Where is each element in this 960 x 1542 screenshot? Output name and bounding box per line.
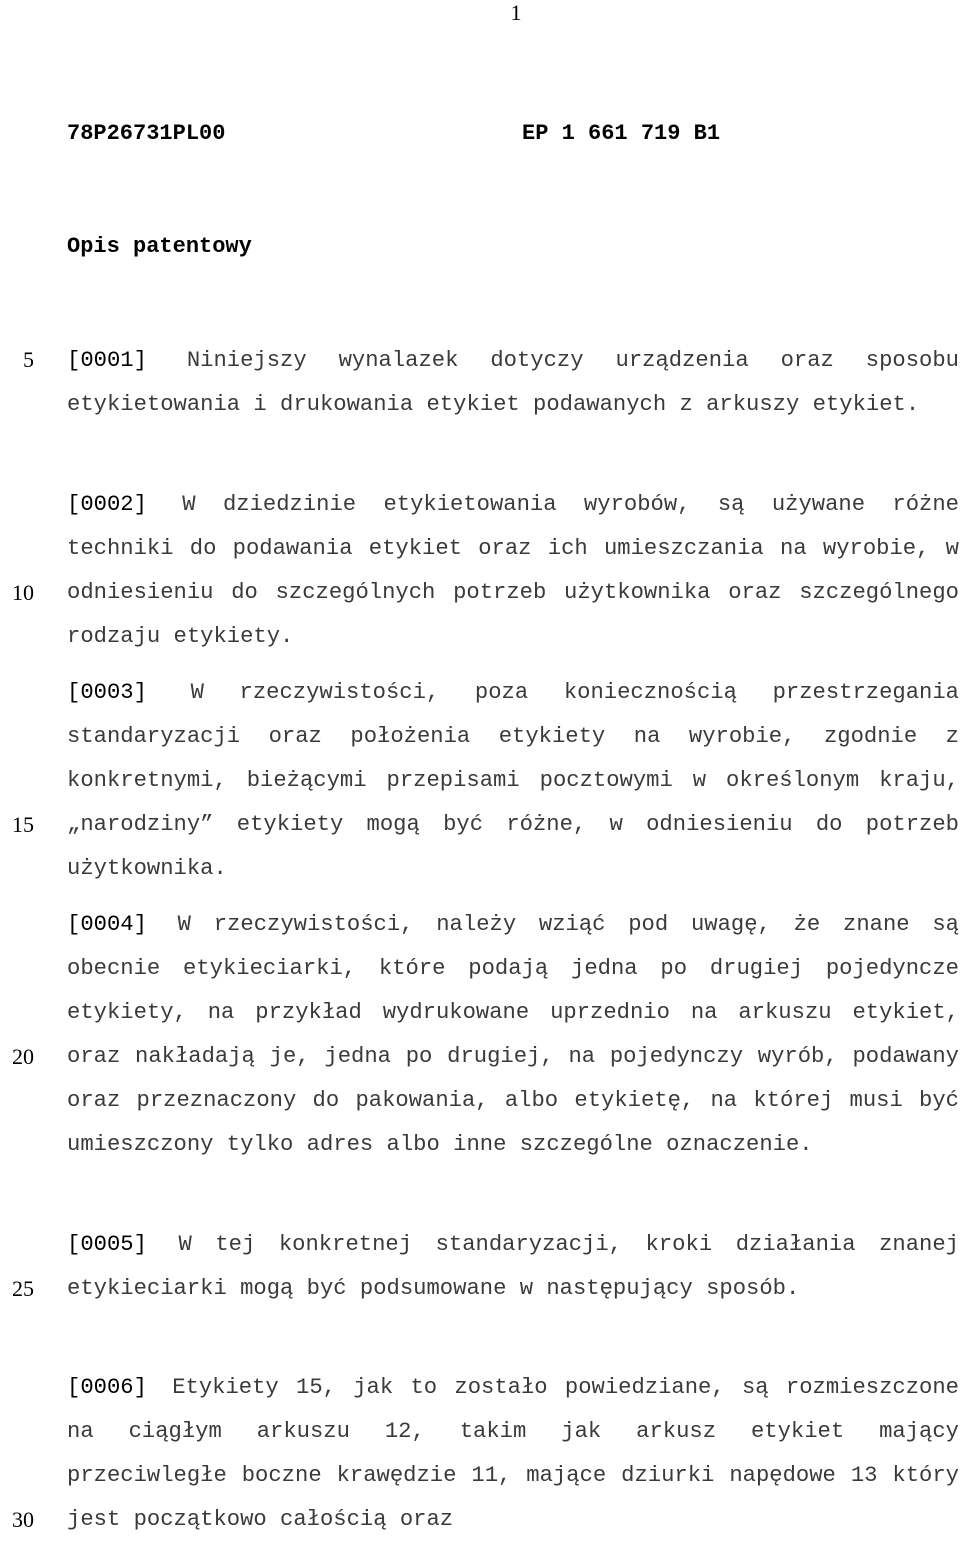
paragraph-text: W dziedzinie etykietowania wyrobów, są używane różne techniki do podawania etykiet oraz ich umieszczania na wyrobie, w odniesieniu do szczególnych potrzeb użytkownika oraz szczególnego rodzaju etykiety. [67,492,959,649]
paragraph [67,1223,959,1311]
paragraph-number: [0002] [67,492,147,517]
paragraph-number: [0005] [67,1232,147,1257]
paragraph-text: Niniejszy wynalazek dotyczy urządzenia oraz sposobu etykietowania i drukowania etykiet podawanych z arkuszy etykiet. [67,348,959,417]
paragraph-number: [0004] [67,912,147,937]
line-number-15: 15 [12,812,34,837]
paragraph-number: [0003] [67,680,147,705]
paragraph-number: [0001] [67,348,147,373]
paragraph-text: Etykiety 15, jak to zostało powiedziane, są rozmieszczone na ciągłym arkuszu 12, takim jak arkusz etykiet mający przeciwległe boczne krawędzie 11, mające dziurki napędowe 13 który jest początkowo całością oraz [67,1375,959,1532]
line-number-5: 5 [23,347,34,372]
paragraph [67,339,959,427]
paragraph-text: W rzeczywistości, poza koniecznością przestrzegania standaryzacji oraz położenia etykiety na wyrobie, zgodnie z konkretnymi, bieżącymi przepisami pocztowymi w określonym kraju, „narodziny” etykiety mogą być różne, w odniesieniu do potrzeb użytkownika. [67,680,959,881]
paragraph [67,483,959,659]
paragraph-text: W rzeczywistości, należy wziąć pod uwagę, że znane są obecnie etykieciarki, które podają jedna po drugiej pojedyncze etykiety, na przykład wydrukowane uprzednio na arkuszu etykiet, oraz nakładają je, jedna po drugiej, na pojedynczy wyrób, podawany oraz przeznaczony do pakowania, albo etykietę, na której musi być umieszczony tylko adres albo inne szczególne oznaczenie. [67,912,959,1157]
publication-number: EP 1 661 719 B1 [522,121,721,146]
line-number-25: 25 [12,1276,34,1301]
document-title: Opis patentowy [67,234,252,259]
paragraph-text: W tej konkretnej standaryzacji, kroki działania znanej etykieciarki mogą być podsumowane w następujący sposób. [67,1232,959,1301]
paragraph [67,903,959,1167]
paragraph-number: [0006] [67,1375,147,1400]
document-code: 78P26731PL00 [67,121,226,146]
paragraph [67,1366,959,1542]
page-number: 1 [510,0,522,25]
line-number-30: 30 [12,1507,34,1532]
paragraph [67,671,959,891]
line-number-20: 20 [12,1044,34,1069]
line-number-10: 10 [12,580,34,605]
